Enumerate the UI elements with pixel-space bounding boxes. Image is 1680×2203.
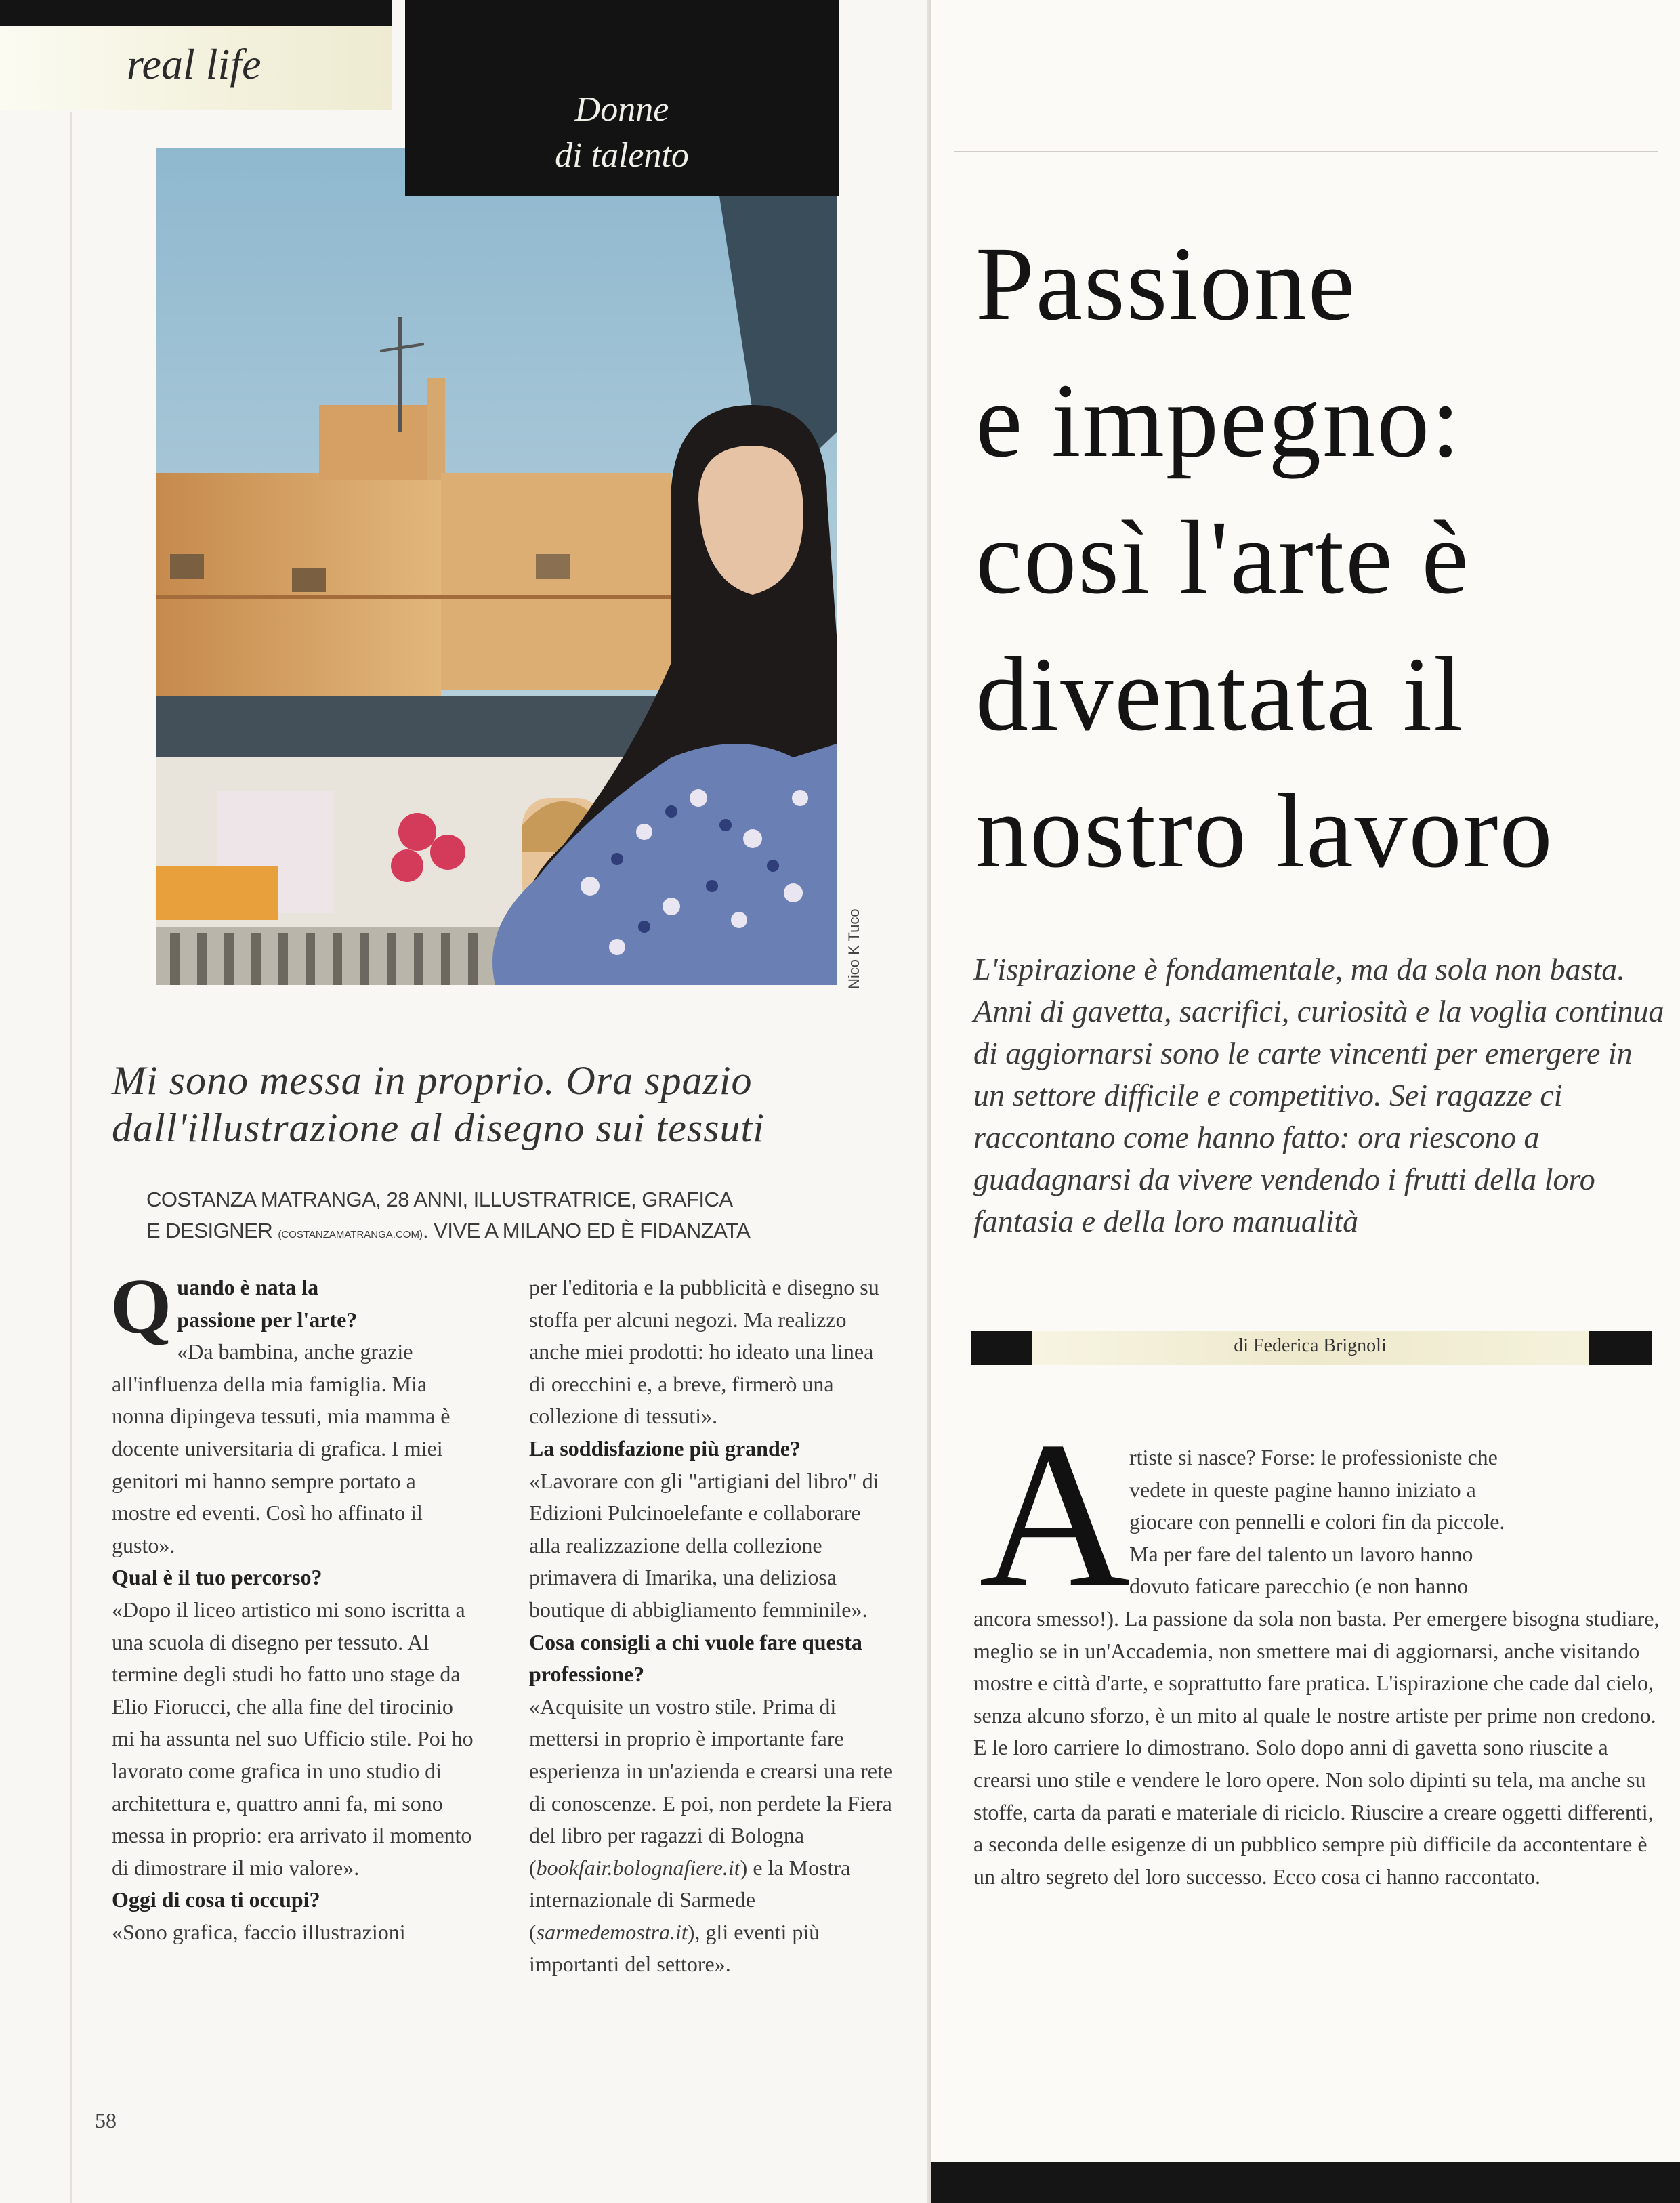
interview-question-4: La soddisfazione più grande? — [529, 1435, 801, 1461]
profile-headline — [112, 1057, 891, 1152]
profile-caption-line2 — [146, 1215, 905, 1251]
title-line-4: diventata il — [975, 635, 1465, 753]
profile-headline-line1: Mi sono messa in proprio. Ora spazio — [112, 1058, 753, 1103]
question-1-line1: uando è nata la — [177, 1275, 319, 1299]
profile-caption-website: (COSTANZAMATRANGA.COM) — [278, 1229, 423, 1240]
interview-answer-1: «Da bambina, anche grazie all'influenza della mia famiglia. Mia nonna dipingeva tessuti, mia mamma è docente universitaria di grafica. I miei genitori mi hanno sempre portato a mostre ed eventi. Così ho affinato il gusto». — [112, 1339, 450, 1557]
bottom-black-bar — [931, 2162, 1680, 2203]
body-line-4: Ma per fare del talento un lavoro hanno — [1129, 1541, 1473, 1566]
body-line-2: vedete in queste pagine hanno iniziato a — [1129, 1477, 1476, 1502]
title-line-1: Passione — [975, 225, 1356, 342]
artist-photo — [156, 148, 837, 985]
top-black-bar — [0, 0, 392, 26]
profile-caption-tail: . VIVE A MILANO ED È FIDANZATA — [422, 1219, 751, 1242]
page-number: 58 — [95, 2108, 117, 2133]
sarmede-link: sarmedemostra.it — [536, 1919, 688, 1944]
answer-5-part1: «Acquisite un vostro stile. Prima di mettersi in proprio è importante fare esperienza in un'azienda e crearsi una rete di conoscenze. E poi, non perdete la Fiera del libro per ragazzi di Bologna ( — [529, 1694, 893, 1880]
feature-tag-line2: di talento — [555, 136, 689, 175]
interview-column-1 — [110, 1263, 478, 1948]
top-rule — [954, 151, 1658, 152]
interview-question-3: Oggi di cosa ti occupi? — [112, 1887, 320, 1912]
question-1-line2: passione per l'arte? — [177, 1307, 358, 1332]
title-line-5: nostro lavoro — [975, 772, 1554, 889]
byline-block-left — [971, 1331, 1032, 1365]
interview-column-2 — [529, 1272, 895, 1981]
body-line-3: giocare con pennelli e colori fin da piccole. — [1129, 1509, 1505, 1534]
body-continuation: ancora smesso!). La passione da sola non basta. Per emergere bisogna studiare, meglio se in un'Accademia, non smettere mai di aggiornarsi, anche visitando mostre e città d'arte, e soprattutto fare pratica. L'ispirazione che cade dal cielo, senza alcuno sforzo, è un mito al quale le nostre artiste per prime non credono. E le loro carriere lo dimostrano. Solo dopo anni di gavetta sono riuscite a crearsi uno stile e vendere le loro opere. Non solo dipinti su tela, ma anche su stoffe, carta da parati e materiale di riciclo. Riuscire a creare oggetti differenti, a seconda delle esigenze di un pubblico sempre più difficile da accontentare è un altro segreto del loro successo. Ecco cosa ci hanno raccontato. — [973, 1606, 1660, 1889]
title-line-2: e impegno: — [975, 362, 1462, 479]
section-label: real life — [127, 40, 261, 88]
body-line-1: rtiste si nasce? Forse: le professioniste che — [1129, 1445, 1498, 1469]
artist-photo-illustration — [156, 148, 837, 985]
title-line-3: così l'arte è — [975, 499, 1470, 616]
article-title — [975, 215, 1680, 900]
interview-answer-2: «Dopo il liceo artistico mi sono iscritta a una scuola di disegno per tessuto. Al termine degli studi ho fatto uno stage da Elio Fiorucci, che alla fine del tirocinio mi ha assunta nel suo Ufficio stile. Poi ho lavorato come grafica in uno studio di architettura e, quattro anni fa, mi sono messa in proprio: era arrivato il momento di dimostrare il mio valore». — [112, 1597, 474, 1880]
interview-question-5: Cosa consigli a chi vuole fare questa professione? — [529, 1629, 862, 1687]
interview-question-2: Qual è il tuo percorso? — [112, 1565, 322, 1590]
byline-band — [971, 1331, 1652, 1365]
article-standfirst: L'ispirazione è fondamentale, ma da sola non basta. Anni di gavetta, sacrifici, curiosità e la voglia continua di aggiornarsi sono le carte vincenti per emergere in un settore difficile e competitivo. Sei ragazze ci raccontano come hanno fatto: ora riescono a guadagnarsi da vivere vendendo i frutti della loro fantasia e della loro manualità — [973, 952, 1664, 1238]
profile-caption-designer: E DESIGNER — [146, 1219, 273, 1242]
profile-headline-line2: dall'illustrazione al disegno sui tessuti — [112, 1106, 765, 1150]
interview-answer-3-start: «Sono grafica, faccio illustrazioni — [112, 1919, 406, 1944]
feature-tag-line1: Donne — [574, 90, 669, 129]
photo-credit-text: Nico K Tuco — [845, 908, 862, 989]
drop-cap-q: Q — [110, 1263, 172, 1350]
answer-5-part3: ), gli eventi più importanti del settore». — [529, 1919, 820, 1977]
feature-tag-box — [405, 0, 839, 196]
profile-caption-line1: COSTANZA MATRANGA, 28 ANNI, ILLUSTRATRICE, GRAFICA — [146, 1188, 733, 1211]
left-margin-rule — [70, 112, 72, 2203]
article-body — [973, 1442, 1664, 1893]
profile-caption — [146, 1184, 905, 1251]
interview-question-1 — [110, 1263, 478, 1350]
interview-answer-3-end: per l'editoria e la pubblicità e disegno su stoffa per alcuni negozi. Ma realizzo anche miei prodotti: ho ideato una linea di orecchini e, a breve, firmerò una collezione di tessuti». — [529, 1275, 879, 1429]
answer-5-part2: ) e la Mostra internazionale di Sarmede ( — [529, 1855, 851, 1944]
interview-answer-5 — [529, 1691, 895, 1981]
drop-cap-a: A — [979, 1399, 1131, 1631]
bookfair-link: bookfair.bolognafiere.it — [536, 1855, 740, 1880]
photo-credit — [845, 894, 866, 989]
byline: di Federica Brignoli — [1234, 1335, 1387, 1356]
byline-block-right — [1589, 1331, 1652, 1365]
body-line-5: dovuto faticare parecchio (e non hanno — [1129, 1574, 1469, 1599]
feature-tag — [405, 87, 839, 179]
interview-answer-4: «Lavorare con gli "artigiani del libro" di Edizioni Pulcinoelefante e collaborare alla realizzazione della collezione primavera di Imarika, una deliziosa boutique di abbigliamento femminile». — [529, 1468, 879, 1622]
